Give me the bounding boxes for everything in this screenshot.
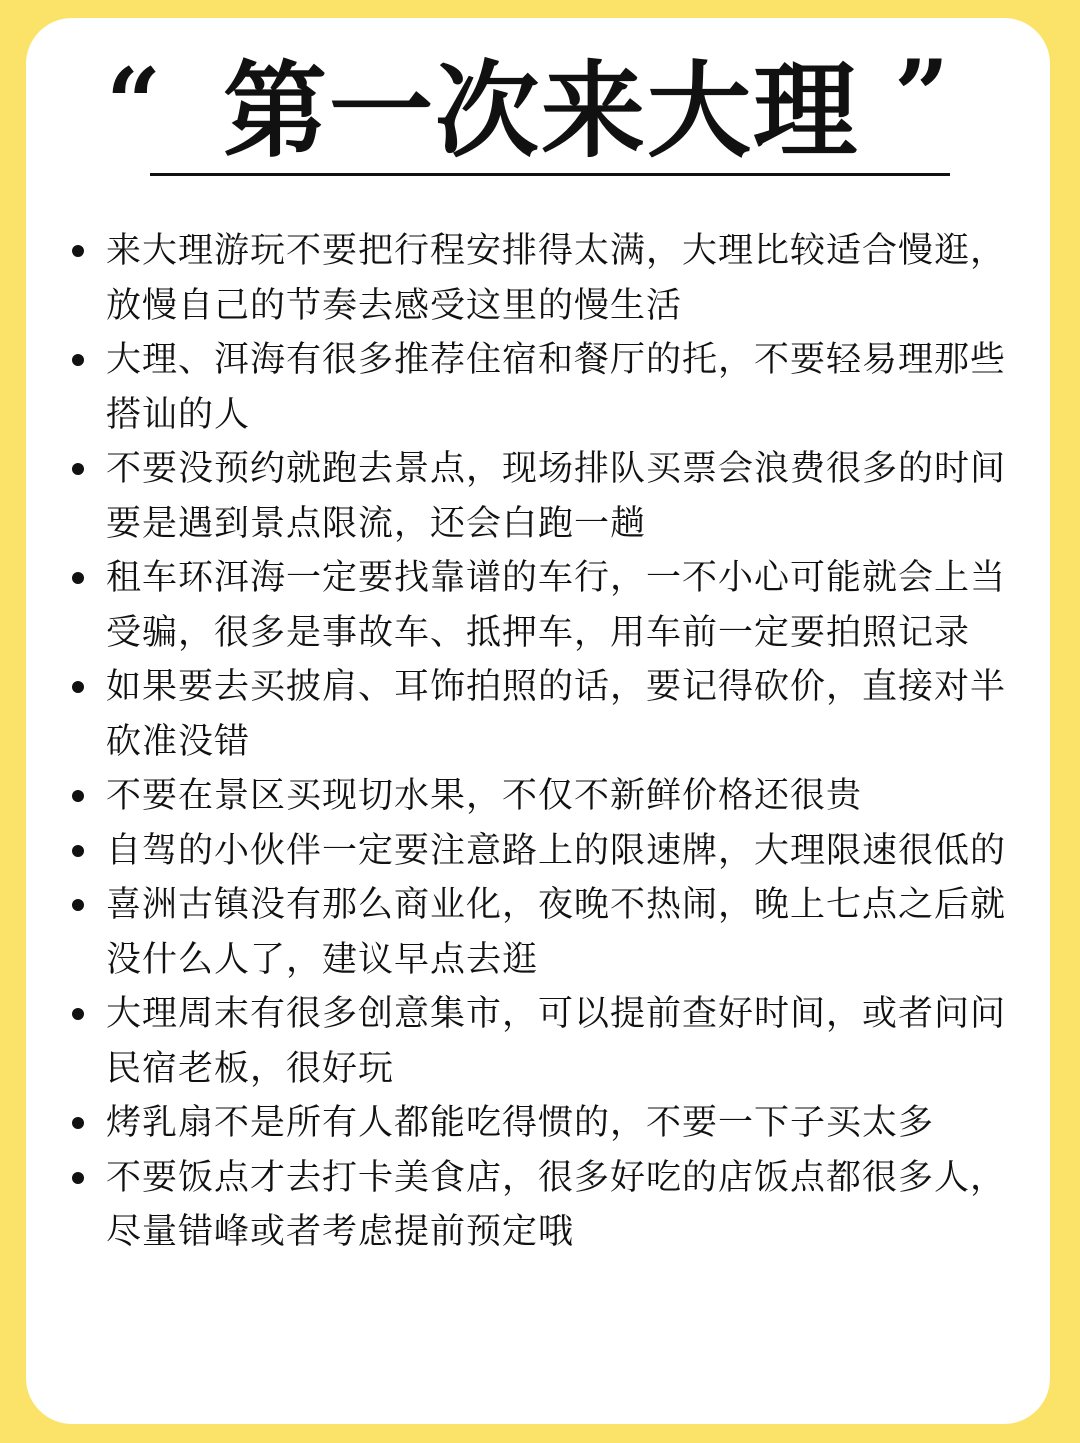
tip-text: 大理周末有很多创意集市，可以提前查好时间，或者问问民宿老板，很好玩	[106, 994, 1007, 1089]
tip-item	[66, 987, 1006, 1096]
tip-item	[66, 1096, 1006, 1151]
bullet-icon	[72, 572, 84, 584]
tip-text: 不要饭点才去打卡美食店，很多好吃的店饭点都很多人，尽量错峰或者考虑提前预定哦	[106, 1157, 1007, 1252]
bullet-icon	[72, 1117, 84, 1129]
tip-text: 来大理游玩不要把行程安排得太满，大理比较适合慢逛，放慢自己的节奏去感受这里的慢生活	[106, 231, 1007, 326]
bullet-icon	[72, 899, 84, 911]
bullet-icon	[72, 245, 84, 257]
tip-item	[66, 333, 1006, 442]
tip-item	[66, 551, 1006, 660]
bullet-icon	[72, 463, 84, 475]
open-quote-mark: “	[106, 47, 162, 160]
content-card	[26, 18, 1050, 1424]
tip-item	[66, 442, 1006, 551]
tip-text: 喜洲古镇没有那么商业化，夜晚不热闹，晚上七点之后就没什么人了，建议早点去逛	[106, 885, 1007, 980]
title-underline	[150, 173, 950, 176]
tip-text: 不要没预约就跑去景点，现场排队买票会浪费很多的时间要是遇到景点限流，还会白跑一趟	[106, 449, 1007, 544]
bullet-icon	[72, 845, 84, 857]
tip-item	[66, 769, 1006, 824]
bullet-icon	[72, 681, 84, 693]
bullet-icon	[72, 1008, 84, 1020]
tip-item	[66, 660, 1006, 769]
tip-text: 租车环洱海一定要找靠谱的车行，一不小心可能就会上当受骗，很多是事故车、抵押车，用车前一定要拍照记录	[106, 558, 1007, 653]
tip-item	[66, 824, 1006, 879]
bullet-icon	[72, 790, 84, 802]
title-block	[26, 39, 1050, 178]
close-quote-mark: ”	[894, 39, 950, 152]
bullet-icon	[72, 1172, 84, 1184]
bullet-icon	[72, 354, 84, 366]
tip-text: 如果要去买披肩、耳饰拍照的话，要记得砍价，直接对半砍准没错	[106, 667, 1007, 762]
tip-item	[66, 878, 1006, 987]
tip-text: 大理、洱海有很多推荐住宿和餐厅的托，不要轻易理那些搭讪的人	[106, 340, 1007, 435]
tip-text: 不要在景区买现切水果，不仅不新鲜价格还很贵	[106, 776, 863, 816]
tip-item	[66, 224, 1006, 333]
tip-text: 烤乳扇不是所有人都能吃得惯的，不要一下子买太多	[106, 1103, 935, 1143]
tip-text: 自驾的小伙伴一定要注意路上的限速牌，大理限速很低的	[106, 830, 1007, 871]
tip-item	[66, 1151, 1006, 1260]
tips-list	[66, 224, 1006, 1260]
page-title: 第一次来大理	[222, 50, 859, 172]
